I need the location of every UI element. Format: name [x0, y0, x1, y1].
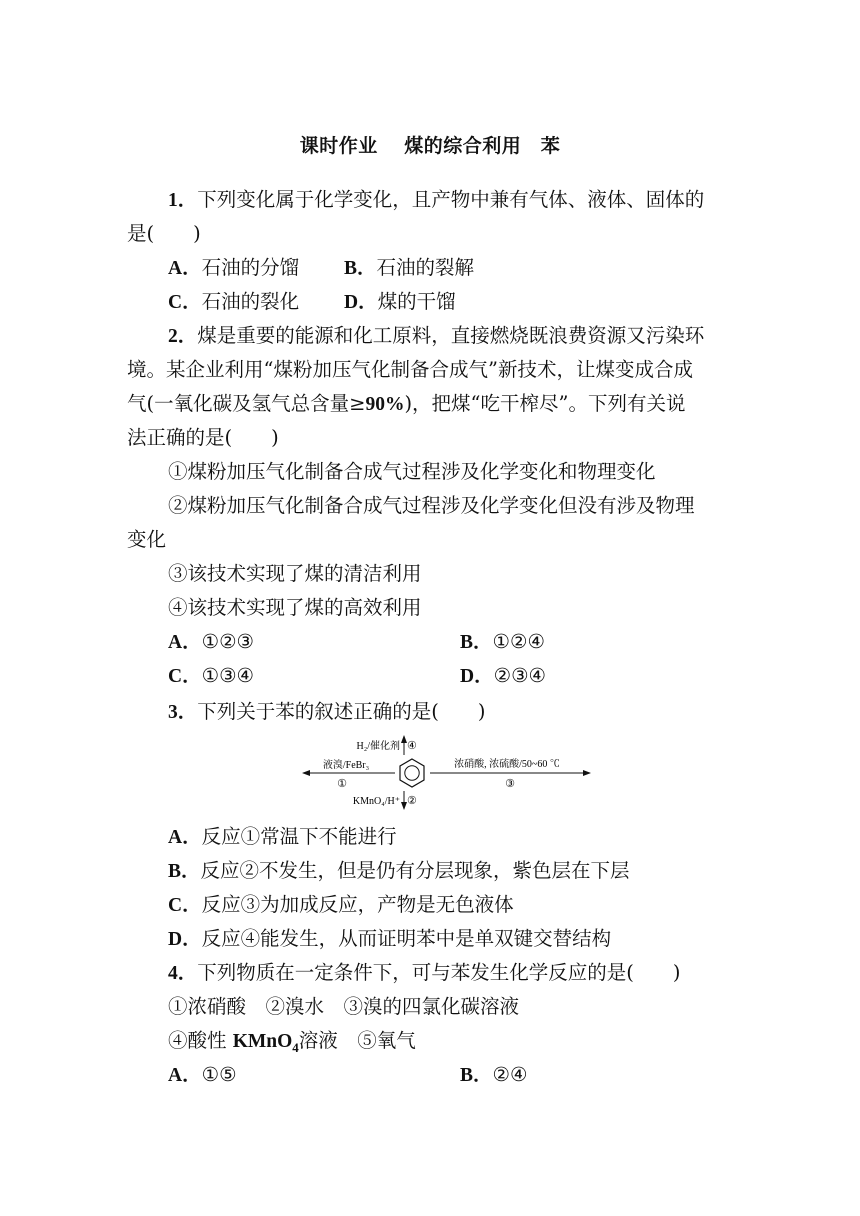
question-3-number: 3． [168, 702, 198, 723]
question-1-stem-line-2: 是( ) [127, 222, 201, 245]
question-2-number: 2． [168, 326, 198, 347]
question-2-stem-line-2: 境。某企业利用“煤粉加压气化制备合成气”新技术，让煤变成合成 [127, 358, 693, 381]
question-4-option-b: B．②④ [460, 1063, 528, 1086]
question-2-option-d: D．②③④ [460, 664, 547, 687]
reaction-3-condition: 浓硝酸, 浓硫酸/50~60 ℃ [454, 759, 560, 770]
question-3-option-a: A．反应①常温下不能进行 [168, 825, 397, 848]
reaction-3-number: ③ [505, 778, 515, 790]
question-1-option-a: A．石油的分馏 [168, 256, 300, 279]
question-4-items-line-1: ①浓硝酸 ②溴水 ③溴的四氯化碳溶液 [168, 995, 520, 1018]
reaction-2-condition: KMnO₄/H⁺ [352, 796, 400, 807]
question-4-number: 4． [168, 963, 198, 984]
question-2-stem-line-3: 气(一氧化碳及氢气总含量≥90%)，把煤“吃干榨尽”。下列有关说 [127, 392, 686, 415]
question-3-stem: 3．下列关于苯的叙述正确的是( ) [168, 700, 486, 723]
question-2-statement-2-continued: 变化 [127, 528, 167, 551]
reaction-1-condition: 液溴/FeBr₃ [322, 760, 370, 771]
reaction-1-number: ① [337, 778, 347, 790]
question-3-option-c: C．反应③为加成反应，产物是无色液体 [168, 893, 514, 916]
question-1-option-d: D．煤的干馏 [344, 290, 456, 313]
page-title: 课时作业 煤的综合利用 苯 [299, 135, 561, 157]
question-2-statement-4: ④该技术实现了煤的高效利用 [168, 596, 422, 619]
question-2-statement-1: ①煤粉加压气化制备合成气过程涉及化学变化和物理变化 [168, 460, 656, 483]
question-4-items-line-2: ④酸性 KMnO$_4$溶液 ⑤氧气 [168, 1029, 416, 1055]
question-2-option-b: B．①②④ [460, 630, 545, 653]
question-1-stem-line-1: 1．下列变化属于化学变化，且产物中兼有气体、液体、固体的 [168, 188, 705, 211]
reaction-4-number: ④ [407, 740, 417, 752]
question-2-statement-2: ②煤粉加压气化制备合成气过程涉及化学变化但没有涉及物理 [168, 494, 695, 517]
question-1-option-b: B．石油的裂解 [344, 256, 475, 279]
reaction-4-condition: H₂/催化剂 [356, 741, 400, 752]
question-3-option-b: B．反应②不发生，但是仍有分层现象，紫色层在下层 [168, 859, 630, 882]
reaction-2-number: ② [407, 795, 417, 807]
question-1-option-c: C．石油的裂化 [168, 290, 300, 313]
question-1-number: 1． [168, 190, 198, 211]
question-2-option-a: A．①②③ [168, 630, 255, 653]
question-4-stem: 4．下列物质在一定条件下，可与苯发生化学反应的是( ) [168, 961, 681, 984]
benzene-ring-icon [400, 759, 424, 787]
question-2-option-c: C．①③④ [168, 664, 255, 687]
question-2-stem-line-1: 2．煤是重要的能源和化工原料，直接燃烧既浪费资源又污染环 [168, 324, 705, 347]
question-2-statement-3: ③该技术实现了煤的清洁利用 [168, 562, 422, 585]
question-2-stem-line-4: 法正确的是( ) [127, 426, 279, 449]
question-3-option-d: D．反应④能发生，从而证明苯中是单双键交替结构 [168, 927, 612, 950]
question-4-option-a: A．①⑤ [168, 1063, 237, 1086]
benzene-reaction-diagram [300, 733, 600, 811]
